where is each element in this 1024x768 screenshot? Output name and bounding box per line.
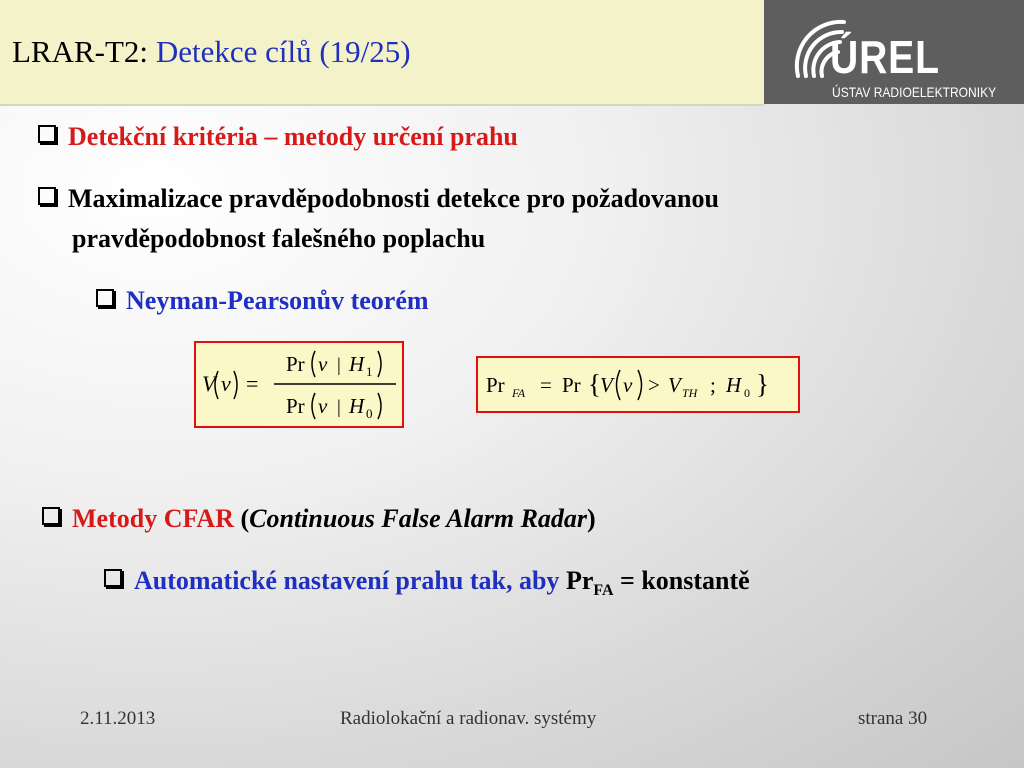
pr-symbol: Pr bbox=[565, 566, 594, 595]
slide-title bbox=[12, 34, 411, 70]
title-prefix: LRAR-T2: bbox=[12, 34, 149, 69]
bullet-text-line1: Maximalizace pravděpodobnosti detekce pro požadovanou bbox=[68, 184, 719, 213]
pr-fa-sub: FA bbox=[512, 386, 526, 400]
vth-sub: TH bbox=[682, 386, 698, 400]
var-h: H bbox=[726, 373, 742, 397]
bullet-automatic-threshold bbox=[104, 562, 750, 610]
den-nu: ν bbox=[318, 394, 328, 418]
greater-than: > bbox=[648, 373, 660, 397]
cfar-label: Metody CFAR bbox=[72, 504, 234, 533]
bullet-text: Neyman-Pearsonův teorém bbox=[126, 286, 429, 315]
den-sub: 0 bbox=[366, 406, 373, 421]
num-sub: 1 bbox=[366, 364, 373, 379]
lhs-nu: ν bbox=[221, 371, 231, 396]
bullet-detection-criteria bbox=[38, 118, 518, 156]
checkbox-bullet-icon bbox=[38, 125, 56, 143]
left-brace: { bbox=[588, 369, 601, 399]
num-bar: | bbox=[337, 355, 341, 376]
num-nu: ν bbox=[318, 352, 328, 376]
logo-subtitle: ÚSTAV RADIOELEKTRONIKY bbox=[832, 84, 997, 100]
pr-fa-subscript: FA bbox=[593, 582, 614, 600]
cfar-expansion: Continuous False Alarm Radar bbox=[249, 504, 588, 533]
bullet-neyman-pearson bbox=[96, 282, 429, 320]
bullet-maximization-cont bbox=[72, 220, 485, 258]
paren-open: ( bbox=[240, 504, 250, 533]
logo-wordmark: ÚREL bbox=[830, 31, 940, 83]
auto-threshold-text: Automatické nastavení prahu tak, aby bbox=[134, 566, 560, 595]
checkbox-bullet-icon bbox=[104, 569, 122, 587]
pr-fa: Pr bbox=[486, 373, 505, 397]
bullet-text: Detekční kritéria – metody určení prahu bbox=[68, 122, 518, 151]
equals-sign: = bbox=[246, 371, 259, 396]
constant-text: = konstantě bbox=[620, 566, 750, 595]
h-sub: 0 bbox=[744, 386, 750, 400]
header-bar bbox=[0, 0, 764, 106]
equals-sign: = bbox=[540, 373, 552, 397]
den-pr: Pr bbox=[286, 394, 305, 418]
den-bar: | bbox=[337, 397, 341, 418]
checkbox-bullet-icon bbox=[38, 187, 56, 205]
footer-date: 2.11.2013 bbox=[80, 708, 156, 729]
checkbox-bullet-icon bbox=[96, 289, 114, 307]
urel-logo bbox=[764, 0, 1024, 104]
pr-right: Pr bbox=[562, 373, 581, 397]
footer-course: Radiolokační a radionav. systémy bbox=[340, 708, 597, 729]
var-v: V bbox=[600, 373, 613, 397]
checkbox-bullet-icon bbox=[42, 507, 60, 525]
bullet-cfar bbox=[42, 500, 596, 538]
num-pr: Pr bbox=[286, 352, 305, 376]
num-h: H bbox=[349, 352, 365, 376]
title-main: Detekce cílů (19/25) bbox=[155, 34, 411, 69]
var-vth: V bbox=[668, 373, 681, 397]
right-brace: } bbox=[756, 369, 769, 399]
den-h: H bbox=[349, 394, 365, 418]
likelihood-ratio-formula bbox=[194, 341, 404, 428]
paren-close: ) bbox=[587, 504, 596, 533]
footer-page: strana 30 bbox=[858, 708, 928, 729]
false-alarm-formula bbox=[476, 356, 800, 413]
var-nu: ν bbox=[623, 373, 633, 397]
semicolon: ; bbox=[710, 373, 716, 397]
bullet-maximization bbox=[38, 180, 719, 218]
bullet-text-line2: pravděpodobnost falešného poplachu bbox=[72, 224, 486, 253]
lhs-v: V bbox=[202, 371, 216, 396]
